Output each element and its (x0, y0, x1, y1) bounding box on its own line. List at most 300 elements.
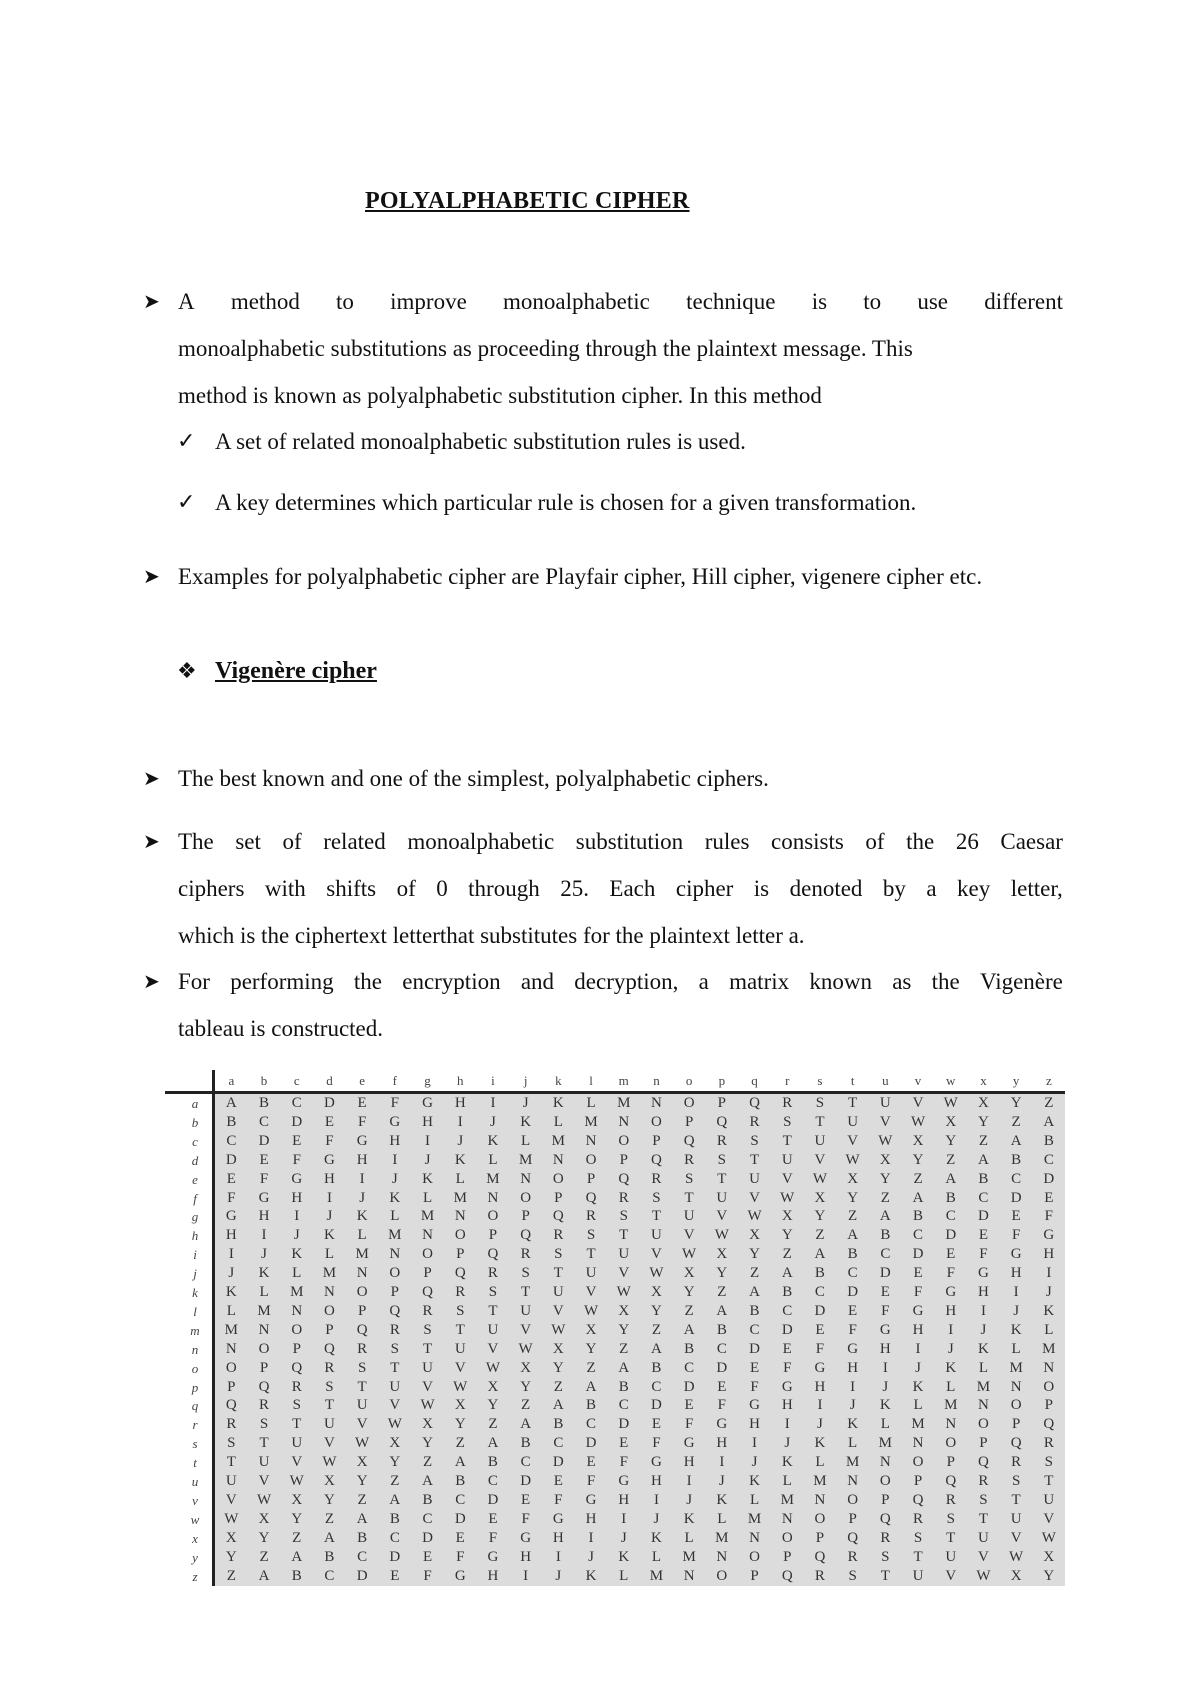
tableau-cell: X (716, 1246, 728, 1263)
tableau-cell: N (454, 1208, 466, 1225)
tableau-cell: U (879, 1095, 891, 1111)
tableau-cell: Q (389, 1302, 401, 1319)
word: denoted (789, 876, 863, 901)
tableau-cell: A (978, 1151, 989, 1168)
tableau-cell: S (750, 1132, 759, 1149)
tableau-cell: G (258, 1189, 270, 1206)
tableau-cell: J (653, 1510, 660, 1527)
tableau-cell: P (783, 1548, 792, 1565)
tableau-cell: B (291, 1567, 302, 1584)
tableau-cell: E (586, 1454, 596, 1471)
tableau-cell: Q (324, 1340, 335, 1357)
tableau-cell: L (815, 1454, 825, 1471)
tableau-row-header: a (191, 1096, 199, 1111)
tableau-cell: M (682, 1548, 696, 1565)
tableau-cell: Z (422, 1454, 433, 1471)
tableau-cell: J (1013, 1302, 1020, 1319)
tableau-cell: L (586, 1095, 596, 1111)
tableau-cell: E (684, 1397, 694, 1414)
tableau-cell: R (651, 1170, 662, 1187)
tableau-cell: X (258, 1510, 270, 1527)
tableau-cell: P (488, 1227, 498, 1244)
tableau-cell: K (324, 1227, 335, 1244)
tableau-cell: H (454, 1095, 466, 1111)
tableau-cell: G (422, 1095, 433, 1111)
tableau-cell: Q (879, 1510, 891, 1527)
tableau-cell: M (715, 1529, 729, 1546)
word: letter, (1010, 876, 1063, 901)
tableau-cell: U (356, 1397, 368, 1414)
tableau-cell: R (978, 1473, 989, 1489)
tableau-row-header: h (191, 1228, 199, 1244)
tableau-cell: J (751, 1454, 758, 1471)
tableau-cell: J (228, 1265, 235, 1282)
tableau-row-header: t (193, 1455, 197, 1471)
tableau-cell: P (456, 1246, 465, 1263)
tableau-column-header: a (228, 1073, 235, 1088)
tableau-cell: P (521, 1208, 530, 1225)
tableau-cell: D (978, 1208, 989, 1225)
tableau-cell: G (683, 1435, 695, 1452)
tableau-cell: V (520, 1321, 532, 1338)
tableau-row-header: l (193, 1303, 197, 1319)
tableau-cell: E (717, 1378, 727, 1395)
tableau-cell: Y (225, 1548, 237, 1565)
word: and (520, 969, 555, 994)
tableau-cell: O (651, 1113, 662, 1130)
tableau-cell: Z (259, 1548, 269, 1565)
tableau-row-header: p (191, 1379, 199, 1395)
tableau-cell: R (422, 1302, 433, 1319)
tableau-cell: Q (1010, 1435, 1022, 1452)
tableau-cell: Y (978, 1113, 989, 1130)
tableau-cell: L (651, 1548, 662, 1565)
tableau-cell: T (717, 1170, 727, 1187)
tableau-cell: P (848, 1510, 857, 1527)
tableau-cell: C (847, 1265, 858, 1282)
tableau-cell: Q (422, 1284, 433, 1300)
tableau-cell: F (815, 1340, 825, 1357)
tableau-cell: I (621, 1510, 627, 1527)
tableau-cell: J (915, 1359, 921, 1376)
tableau-cell: O (945, 1435, 957, 1452)
tableau-cell: Q (912, 1491, 924, 1508)
tableau-cell: L (684, 1529, 694, 1546)
tableau-cell: C (749, 1321, 760, 1338)
tableau-cell: C (1011, 1170, 1022, 1187)
tableau-cell: A (1010, 1132, 1022, 1149)
tableau-cell: D (552, 1454, 564, 1471)
tableau-cell: N (978, 1397, 989, 1414)
word: of (282, 829, 302, 854)
tableau-cell: N (716, 1548, 728, 1565)
tableau-cell: I (523, 1567, 529, 1584)
tableau-cell: S (619, 1208, 628, 1225)
tableau-cell: C (913, 1227, 924, 1244)
tableau-cell: L (782, 1473, 792, 1489)
tableau-cell: T (651, 1208, 662, 1225)
tableau-cell: G (618, 1473, 630, 1489)
tableau-cell: X (487, 1378, 499, 1395)
word: encryption (402, 969, 501, 994)
tableau-cell: M (584, 1113, 598, 1130)
tableau-cell: W (518, 1340, 533, 1357)
tableau-cell: B (422, 1491, 433, 1508)
tableau-cell: Z (782, 1246, 792, 1263)
vigenere-point-1: The best known and one of the simplest, polyalphabetic ciphers. (178, 766, 769, 791)
tableau-cell: W (256, 1491, 272, 1508)
word: A (178, 289, 195, 314)
intro-line-1 (178, 288, 1063, 316)
tableau-cell: M (911, 1416, 925, 1433)
tableau-cell: F (684, 1416, 694, 1433)
tableau-cell: C (618, 1397, 629, 1414)
tableau-cell: K (749, 1473, 760, 1489)
tableau-cell: G (454, 1567, 466, 1584)
tableau-cell: K (945, 1359, 957, 1376)
tableau-cell: T (782, 1132, 792, 1149)
tableau-cell: T (259, 1435, 269, 1452)
tableau-cell: M (878, 1435, 893, 1452)
vigenere-point-2-line-1 (178, 828, 1063, 856)
tableau-cell: E (880, 1284, 890, 1300)
tableau-cell: C (684, 1359, 695, 1376)
tableau-cell: Q (945, 1473, 957, 1489)
tableau-cell: X (978, 1095, 989, 1111)
tableau-cell: X (356, 1454, 368, 1471)
tableau-cell: J (686, 1491, 693, 1508)
tableau-cell: D (422, 1529, 433, 1546)
tableau-row-header: m (190, 1322, 200, 1338)
tableau-cell: R (226, 1416, 237, 1433)
tableau-cell: H (1010, 1265, 1022, 1282)
tableau-cell: A (225, 1095, 237, 1111)
tableau-cell: R (586, 1208, 597, 1225)
tableau-cell: P (390, 1284, 400, 1300)
word: a (698, 969, 709, 994)
tableau-cell: O (389, 1265, 401, 1282)
word: the (906, 829, 935, 854)
tableau-cell: U (945, 1548, 957, 1565)
tableau-cell: C (716, 1340, 727, 1357)
tableau-cell: S (1011, 1473, 1021, 1489)
tableau-cell: X (422, 1416, 433, 1433)
tableau-cell: E (619, 1435, 629, 1452)
tableau-cell: T (324, 1397, 335, 1414)
tableau-cell: R (749, 1113, 760, 1130)
tableau-cell: S (554, 1246, 563, 1263)
tableau-cell: V (651, 1246, 662, 1263)
tableau-cell: P (913, 1473, 923, 1489)
word: matrix (729, 969, 790, 994)
tableau-cell: Q (225, 1397, 237, 1414)
tableau-cell: D (520, 1473, 532, 1489)
tableau-cell: U (1043, 1491, 1055, 1508)
tableau-cell: J (784, 1435, 791, 1452)
tableau-cell: Q (585, 1189, 597, 1206)
tableau-cell: T (521, 1284, 531, 1300)
tableau-column-header: h (456, 1073, 464, 1088)
tableau-cell: T (848, 1095, 858, 1111)
word: key (957, 876, 991, 901)
tableau-cell: R (553, 1227, 564, 1244)
tableau-cell: N (945, 1416, 957, 1433)
tableau-cell: K (912, 1378, 924, 1395)
tableau-cell: H (520, 1548, 532, 1565)
tableau-cell: F (554, 1491, 563, 1508)
tableau-cell: F (586, 1473, 596, 1489)
tableau-cell: W (224, 1510, 239, 1527)
tableau-cell: Q (552, 1208, 564, 1225)
tableau-cell: J (620, 1529, 627, 1546)
tableau-cell: V (291, 1454, 303, 1471)
tableau-cell: G (552, 1510, 564, 1527)
tableau-column-header: y (1012, 1073, 1020, 1088)
tableau-cell: M (388, 1227, 402, 1244)
tableau-cell: T (1011, 1491, 1021, 1508)
tableau-column-header: w (946, 1073, 956, 1088)
tableau-cell: M (747, 1510, 762, 1527)
tableau-column-header: j (523, 1073, 528, 1088)
tableau-cell: V (879, 1113, 891, 1130)
tableau-row-header: g (191, 1209, 199, 1225)
tableau-cell: A (258, 1567, 270, 1584)
tableau-cell: N (356, 1265, 368, 1282)
tableau-cell: K (454, 1151, 466, 1168)
tableau-cell: N (912, 1435, 924, 1452)
tableau-cell: H (258, 1208, 270, 1225)
tableau-cell: W (583, 1302, 599, 1319)
tableau-cell: Z (357, 1491, 367, 1508)
tableau-cell: V (225, 1491, 237, 1508)
tableau-row-header: z (192, 1568, 198, 1584)
tableau-cell: Z (978, 1132, 989, 1149)
tableau-cell: D (651, 1397, 662, 1414)
tableau-cell: F (456, 1548, 465, 1565)
tableau-cell: I (1046, 1265, 1052, 1282)
tableau-cell: Y (781, 1227, 793, 1244)
tableau-cell: K (1010, 1321, 1022, 1338)
word: performing (230, 969, 334, 994)
tableau-cell: B (716, 1321, 727, 1338)
tableau-cell: B (1011, 1151, 1022, 1168)
tableau-cell: B (978, 1170, 989, 1187)
tableau-cell: R (357, 1340, 368, 1357)
tableau-cell: L (880, 1416, 890, 1433)
tableau-cell: V (749, 1189, 760, 1206)
tableau-cell: J (326, 1208, 333, 1225)
tableau-cell: K (552, 1095, 564, 1111)
tableau-cell: L (226, 1302, 236, 1319)
tableau-cell: U (978, 1529, 989, 1546)
tableau-cell: C (422, 1510, 433, 1527)
tableau-cell: V (389, 1397, 401, 1414)
tableau-cell: Y (814, 1208, 826, 1225)
tableau-cell: L (357, 1227, 367, 1244)
tableau-cell: D (1010, 1189, 1022, 1206)
tableau-cell: V (945, 1567, 957, 1584)
tableau-cell: B (1043, 1132, 1054, 1149)
tableau-cell: V (1010, 1529, 1022, 1546)
tableau-cell: V (552, 1302, 564, 1319)
tableau-cell: G (1043, 1227, 1055, 1244)
tableau-cell: A (422, 1473, 433, 1489)
tableau-column-header: i (491, 1073, 495, 1088)
tableau-cell: O (324, 1302, 335, 1319)
tableau-cell: W (485, 1359, 501, 1376)
tableau-cell: I (1013, 1284, 1019, 1300)
tableau-cell: G (520, 1529, 532, 1546)
tableau-column-header: d (326, 1073, 333, 1088)
tableau-cell: O (356, 1284, 368, 1300)
tableau-cell: P (357, 1302, 367, 1319)
tableau-row-header: x (192, 1530, 198, 1546)
tableau-cell: U (422, 1359, 433, 1376)
tableau-cell: D (781, 1321, 793, 1338)
tableau-cell: P (750, 1567, 759, 1584)
tableau-column-header: z (1045, 1073, 1052, 1088)
tableau-cell: C (586, 1416, 597, 1433)
tableau-cell: E (1044, 1189, 1054, 1206)
tableau-cell: Z (1011, 1113, 1021, 1130)
tableau-cell: F (423, 1567, 432, 1584)
tableau-cell: F (750, 1378, 759, 1395)
tableau-cell: S (227, 1435, 236, 1452)
tableau-cell: R (814, 1567, 825, 1584)
tableau-cell: H (847, 1359, 859, 1376)
tableau-cell: V (422, 1378, 433, 1395)
tableau-cell: L (717, 1510, 727, 1527)
tableau-cell: C (487, 1473, 498, 1489)
tableau-column-header: c (293, 1073, 300, 1088)
tableau-cell: S (325, 1378, 334, 1395)
word: The (178, 829, 214, 854)
tableau-cell: I (653, 1491, 659, 1508)
tableau-cell: A (651, 1340, 662, 1357)
tableau-cell: R (945, 1491, 956, 1508)
tableau-cell: N (651, 1095, 662, 1111)
tableau-cell: Q (847, 1529, 859, 1546)
tableau-cell: A (356, 1510, 368, 1527)
tableau-cell: F (357, 1113, 367, 1130)
tableau-cell: C (389, 1529, 400, 1546)
tableau-cell: M (453, 1189, 467, 1206)
tableau-cell: I (752, 1435, 758, 1452)
tableau-cell: T (619, 1227, 629, 1244)
tableau-cell: L (324, 1246, 335, 1263)
tableau-cell: S (717, 1151, 727, 1168)
tableau-cell: C (259, 1113, 270, 1130)
tableau-cell: H (487, 1567, 499, 1584)
tableau-cell: C (814, 1284, 825, 1300)
tableau-cell: S (684, 1170, 694, 1187)
word: decryption, (574, 969, 679, 994)
vigenere-tableau (165, 1066, 1065, 1586)
tableau-cell: I (817, 1397, 823, 1414)
tableau-column-header: k (555, 1073, 562, 1088)
tableau-row-header: f (193, 1190, 197, 1206)
tableau-cell: D (225, 1151, 237, 1168)
tableau-cell: U (552, 1284, 564, 1300)
tableau-cell: M (551, 1132, 566, 1149)
tableau-cell: C (291, 1095, 302, 1111)
tableau-cell: Q (781, 1567, 793, 1584)
tableau-cell: R (324, 1359, 335, 1376)
tableau-cell: S (488, 1284, 498, 1300)
tableau-cell: Q (683, 1132, 695, 1149)
word: 0 (436, 876, 448, 901)
tableau-cell: U (225, 1473, 237, 1489)
tableau-cell: B (324, 1548, 335, 1565)
tableau-cell: P (292, 1340, 301, 1357)
tableau-cell: A (454, 1454, 466, 1471)
word: For (178, 969, 210, 994)
tableau-cell: V (487, 1340, 499, 1357)
tableau-cell: X (749, 1227, 760, 1244)
tableau-cell: Z (390, 1473, 400, 1489)
tableau-cell: V (716, 1208, 728, 1225)
tableau-cell: L (553, 1113, 563, 1130)
tableau-cell: Y (912, 1151, 924, 1168)
tableau-row-header: k (192, 1285, 198, 1300)
tableau-cell: O (912, 1454, 924, 1471)
tableau-cell: X (454, 1397, 466, 1414)
tableau-cell: I (261, 1227, 267, 1244)
tableau-cell: G (814, 1359, 826, 1376)
tableau-cell: P (815, 1529, 825, 1546)
intro-line-2: monoalphabetic substitutions as proceeding through the plaintext message. This (178, 336, 913, 361)
tableau-cell: I (457, 1113, 463, 1130)
tableau-cell: K (814, 1435, 826, 1452)
tableau-cell: H (912, 1321, 924, 1338)
tableau-cell: T (226, 1454, 236, 1471)
tableau-cell: W (1041, 1529, 1056, 1546)
tableau-cell: X (324, 1473, 335, 1489)
arrow-bullet-icon: ➤ (143, 566, 160, 588)
tableau-cell: W (747, 1208, 762, 1225)
vigenere-point-2-line-2 (178, 875, 1063, 903)
tableau-cell: X (1043, 1548, 1055, 1565)
tableau-column-header: s (817, 1073, 823, 1088)
tableau-cell: R (913, 1510, 924, 1527)
arrow-bullet-icon: ➤ (143, 768, 160, 790)
tableau-cell: G (1010, 1246, 1022, 1263)
tableau-cell: F (619, 1454, 628, 1471)
tableau-cell: Y (716, 1265, 728, 1282)
tableau-cell: S (913, 1529, 923, 1546)
tableau-cell: P (1044, 1397, 1054, 1414)
tableau-cell: G (879, 1321, 891, 1338)
tableau-cell: X (585, 1321, 597, 1338)
tableau-cell: T (815, 1113, 825, 1130)
tableau-cell: Z (521, 1397, 531, 1414)
tableau-cell: Y (356, 1473, 368, 1489)
tableau-cell: D (487, 1491, 499, 1508)
tableau-cell: V (324, 1435, 335, 1452)
tableau-column-header: f (392, 1073, 398, 1088)
tableau-cell: D (356, 1567, 368, 1584)
tableau-cell: W (355, 1435, 370, 1452)
tableau-cell: D (879, 1265, 891, 1282)
tableau-cell: E (782, 1340, 792, 1357)
tableau-cell: W (682, 1246, 697, 1263)
tableau-cell: A (520, 1416, 532, 1433)
tableau-cell: M (518, 1151, 533, 1168)
tableau-cell: C (553, 1435, 564, 1452)
tableau-cell: C (520, 1454, 531, 1471)
tableau-cell: O (978, 1416, 989, 1433)
tableau-cell: I (719, 1454, 725, 1471)
